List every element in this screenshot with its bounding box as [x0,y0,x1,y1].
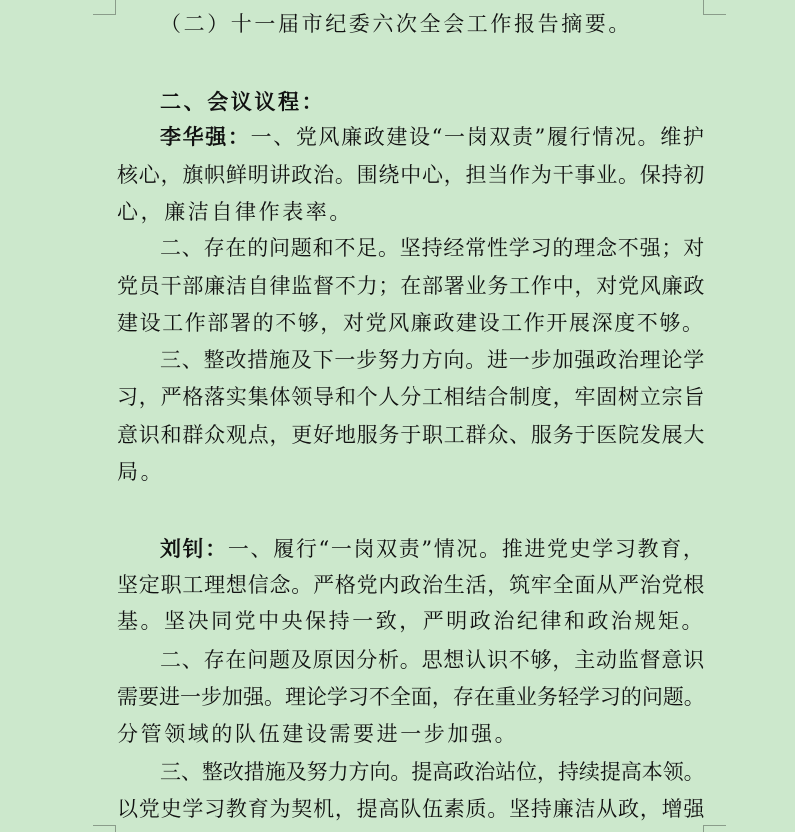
document-line: 意识和群众观点，更好地服务于职工群众、服务于医院发展大 [117,423,706,447]
document-line: 需要进一步加强。理论学习不全面，存在重业务轻学习的问题。 [117,685,705,709]
document-line: 基。坚决同党中央保持一致，严明政治纪律和政治规矩。 [117,609,705,633]
document-line: 三、整改措施及努力方向。提高政治站位，持续提高本领。 [160,760,705,784]
document-line: 二、存在的问题和不足。坚持经常性学习的理念不强；对 [160,236,705,260]
document-line: 分管领域的队伍建设需要进一步加强。 [117,722,519,746]
margin-corner-mark [93,0,116,15]
speaker-name: 李华强： [160,124,251,149]
document-line: （二）十一届市纪委六次全会工作报告摘要。 [160,12,632,36]
document-line: 核心，旗帜鲜明讲政治。围绕中心，担当作为干事业。保持初 [117,163,706,187]
document-line: 以党史学习教育为契机，提高队伍素质。坚持廉洁从政，增强 [117,797,706,821]
document-line: 局。 [117,460,165,484]
document-line: 建设工作部署的不够，对党风廉政建设工作开展深度不够。 [117,311,705,335]
line-text: 一、党风廉政建设“一岗双责”履行情况。维护 [250,125,706,149]
margin-corner-mark [703,825,726,832]
document-line [160,122,705,152]
document-line: 心，廉洁自律作表率。 [117,200,353,224]
document-line: 二、存在问题及原因分析。思想认识不够，主动监督意识 [160,648,705,672]
document-line [160,534,705,564]
speaker-name: 刘钊： [160,536,228,561]
document-line: 党员干部廉洁自律监督不力；在部署业务工作中，对党风廉政 [117,274,706,298]
margin-corner-mark [93,825,116,832]
document-line: 坚定职工理想信念。严格党内政治生活，筑牢全面从严治党根 [117,573,706,597]
document-line: 三、整改措施及下一步努力方向。进一步加强政治理论学 [160,348,705,372]
margin-corner-mark [703,0,726,15]
section-heading: 二、会议议程： [160,89,326,114]
document-line: 习，严格落实集体领导和个人分工相结合制度，牢固树立宗旨 [117,385,706,409]
line-text: 一、履行“一岗双责”情况。推进党史学习教育， [227,537,706,561]
